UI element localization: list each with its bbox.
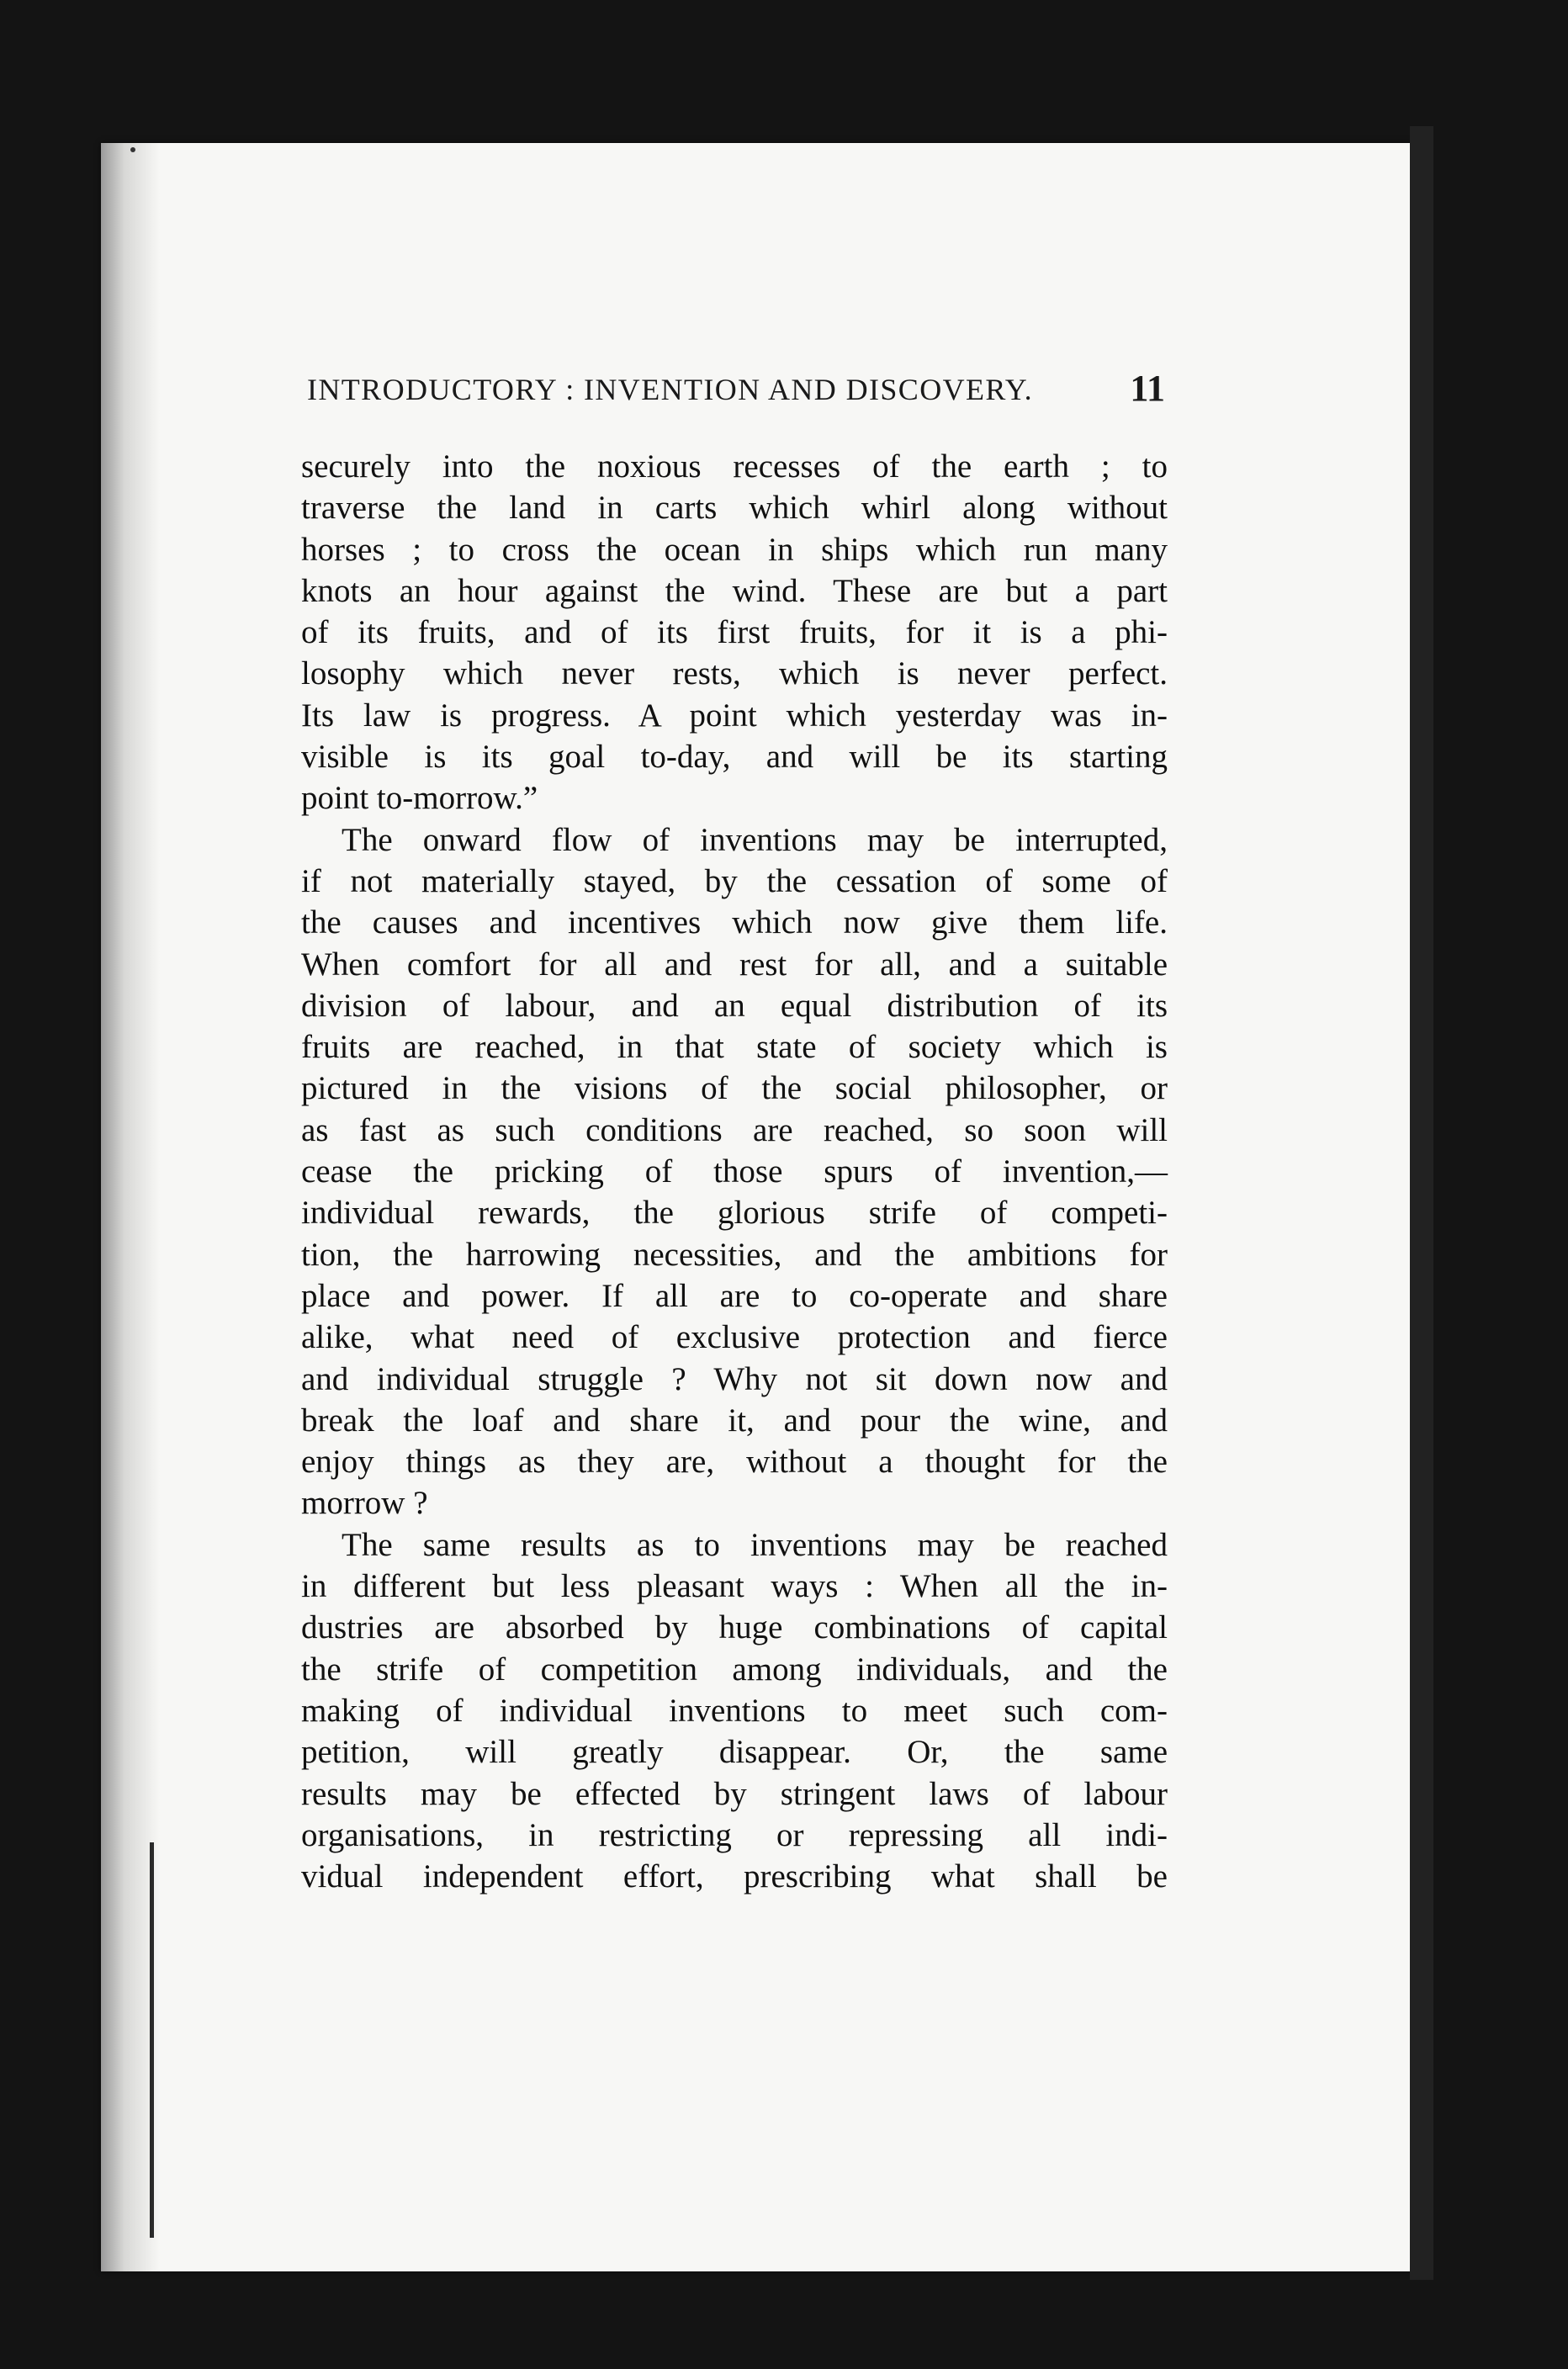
- text-line: as fast as such conditions are reached, so soon will: [301, 1111, 1168, 1148]
- scan-speck: [130, 147, 135, 152]
- text-line: Its law is progress. A point which yesterday was in-: [301, 697, 1168, 734]
- text-line: in different but less pleasant ways : When all the in-: [301, 1568, 1168, 1605]
- text-line: if not materially stayed, by the cessation of some of: [301, 862, 1168, 899]
- text-line: cease the pricking of those spurs of invention,—: [301, 1153, 1168, 1190]
- binding-edge: [150, 1842, 154, 2238]
- page-number: 11: [1130, 368, 1165, 409]
- text-line: pictured in the visions of the social philosopher, or: [301, 1070, 1168, 1107]
- text-line: tion, the harrowing necessities, and the ambitions for: [301, 1236, 1168, 1273]
- text-line: the strife of competition among individuals, and the: [301, 1651, 1168, 1688]
- text-line: morrow ?: [301, 1485, 428, 1522]
- text-line: traverse the land in carts which whirl along without: [301, 490, 1168, 527]
- text-line: When comfort for all and rest for all, and a suitable: [301, 946, 1168, 983]
- text-line: knots an hour against the wind. These are but a part: [301, 572, 1168, 609]
- text-line: of its fruits, and of its first fruits, for it is a phi-: [301, 614, 1168, 651]
- page-edge: [1410, 126, 1433, 2280]
- text-line: The onward flow of inventions may be interrupted,: [342, 821, 1168, 858]
- text-line: fruits are reached, in that state of society which is: [301, 1029, 1168, 1066]
- text-line: dustries are absorbed by huge combinations of capital: [301, 1609, 1168, 1646]
- text-line: petition, will greatly disappear. Or, the same: [301, 1734, 1168, 1771]
- text-line: individual rewards, the glorious strife of competi-: [301, 1195, 1168, 1232]
- text-line: vidual independent effort, prescribing what shall be: [301, 1858, 1168, 1895]
- text-line: horses ; to cross the ocean in ships which run many: [301, 531, 1168, 568]
- text-line: The same results as to inventions may be reached: [342, 1526, 1168, 1563]
- text-line: division of labour, and an equal distribution of its: [301, 987, 1168, 1024]
- text-line: point to-morrow.”: [301, 780, 538, 817]
- body-text: [301, 446, 1168, 1897]
- text-line: the causes and incentives which now give them life.: [301, 904, 1168, 941]
- text-line: results may be effected by stringent laws of labour: [301, 1775, 1168, 1812]
- text-line: making of individual inventions to meet such com-: [301, 1692, 1168, 1729]
- text-line: alike, what need of exclusive protection and fierce: [301, 1319, 1168, 1356]
- running-head: [307, 367, 1165, 417]
- text-line: losophy which never rests, which is never perfect.: [301, 655, 1168, 692]
- running-head-title: INTRODUCTORY : INVENTION AND DISCOVERY.: [307, 373, 1033, 406]
- text-line: place and power. If all are to co-operate and share: [301, 1277, 1168, 1314]
- text-line: enjoy things as they are, without a thought for the: [301, 1444, 1168, 1481]
- text-line: visible is its goal to-day, and will be its starting: [301, 739, 1168, 776]
- text-line: securely into the noxious recesses of the earth ; to: [301, 448, 1168, 485]
- text-line: and individual struggle ? Why not sit down now and: [301, 1360, 1168, 1397]
- text-line: break the loaf and share it, and pour the wine, and: [301, 1402, 1168, 1439]
- text-line: organisations, in restricting or repressing all indi-: [301, 1816, 1168, 1853]
